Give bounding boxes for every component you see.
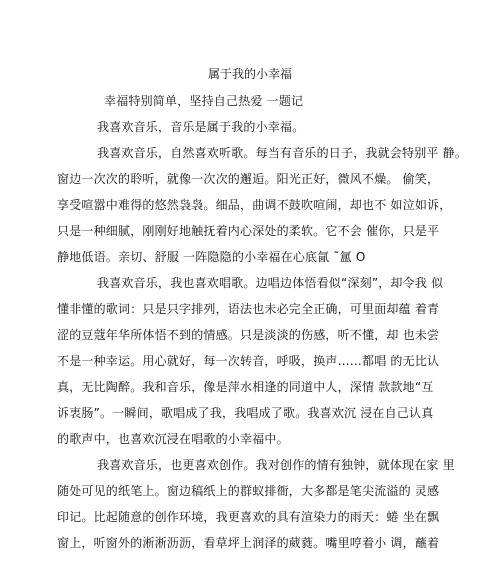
paragraph-line: 只是一种细腻，刚刚好地触抚着内心深处的柔软。它不会 催你，只是平 — [57, 224, 440, 238]
paragraph-line: 印记。比起随意的创作环境，我更喜欢的具有渲染力的雨天：蜷 坐在飘 — [57, 510, 440, 524]
paragraph-line: 真，无比陶醉。我和音乐，像是萍水相逢的同道中人，深情 款款地“互 — [57, 380, 434, 394]
paragraph-line: 窗边一次次的聆听，就像一次次的邂逅。阳光正好，微风不燥。 偷笑， — [57, 172, 440, 186]
paragraph-line: 静地低语。亲切、舒服 一阵隐隐的小幸福在心底氤 ˜氲 O — [57, 250, 366, 264]
paragraph-line: 我喜欢音乐，音乐是属于我的小幸福。 — [97, 120, 305, 134]
paragraph-line: 窗上，听窗外的淅淅沥沥，看草坪上润泽的葳蕤。嘴里哼着小 调，蘸着 — [57, 536, 440, 550]
paragraph-line: 我喜欢音乐，也更喜欢创作。我对创作的情有独钟，就体现在家 里 — [97, 458, 455, 472]
paragraph-line: 的歌声中，也喜欢沉浸在唱歌的小幸福中。 — [57, 432, 289, 446]
paragraph-line: 诉衷肠”。一瞬间，歌唱成了我，我唱成了歌。我喜欢沉 浸在自己认真 — [57, 406, 434, 420]
paragraph-line: 享受喧嚣中难得的悠然袅袅。细品，曲调不鼓吹喧闹，却也不 如泣如诉， — [57, 198, 452, 212]
paragraph-line: 懂非懂的歌词：只是只字排列，语法也未必完全正确，可里面却蕴 着青 — [57, 302, 440, 316]
paragraph-line: 随处可见的纸笔上。窗边稿纸上的群蚁排衙，大多都是笔尖流溢的 灵感 — [57, 484, 440, 498]
document-title: 属于我的小幸福 — [207, 67, 292, 81]
document-subtitle: 幸福特别简单，坚持自己热爱 一题记 — [104, 94, 304, 108]
paragraph-line: 我喜欢音乐，自然喜欢听歌。每当有音乐的日子，我就会特别平 静。 — [97, 146, 468, 160]
paragraph-line: 不是一种幸运。用心就好，每一次转音，呼吸，换声……都唱 的无比认 — [57, 354, 440, 368]
paragraph-line: 涩的豆蔻年华所体悟不到的情感。只是淡淡的伤感，听不懂，却 也未尝 — [57, 328, 440, 342]
paragraph-line: 我喜欢音乐，我也喜欢唱歌。边唱边体悟看似“深刻”，却令我 似 — [97, 276, 444, 290]
